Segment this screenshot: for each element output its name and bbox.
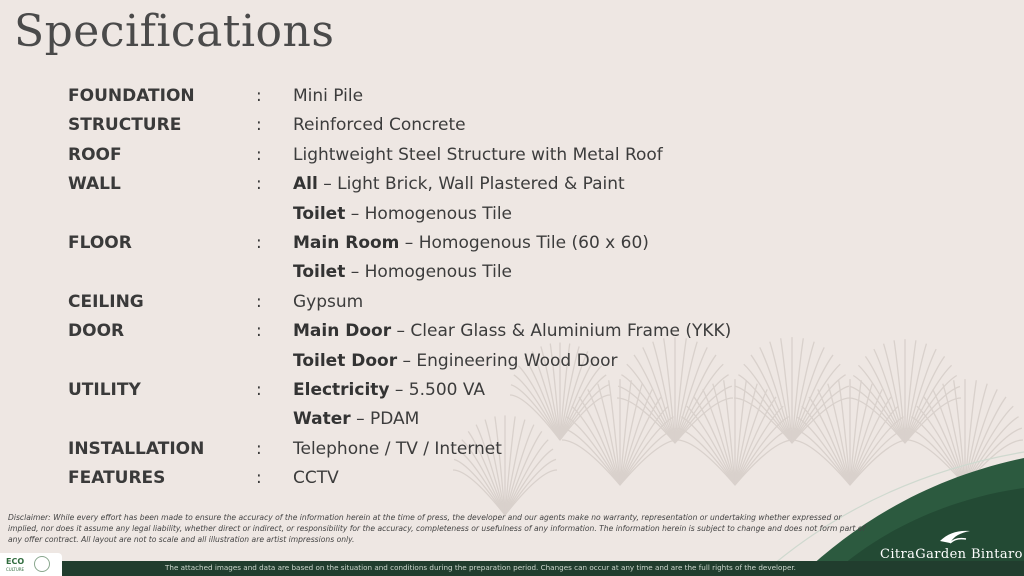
bird-logo-icon — [938, 527, 972, 547]
spec-colon: : — [256, 115, 262, 136]
spec-colon: : — [256, 438, 262, 459]
spec-colon: : — [256, 232, 262, 253]
spec-value-text: – Light Brick, Wall Plastered & Paint — [317, 174, 625, 195]
spec-colon: : — [256, 144, 262, 165]
spec-label: WALL — [68, 174, 121, 195]
spec-value-text: – Engineering Wood Door — [397, 350, 618, 371]
spec-value-text: CCTV — [293, 468, 339, 489]
brand-name: CitraGarden Bintaro — [880, 547, 1023, 562]
spec-value-emphasis: Main Room — [293, 232, 400, 253]
spec-value-text: Gypsum — [293, 291, 364, 312]
spec-value-text: – Clear Glass & Aluminium Frame (YKK) — [391, 321, 732, 342]
spec-colon: : — [256, 86, 262, 106]
eco-leaf-icon — [34, 556, 50, 572]
footer-note: The attached images and data are based on the situation and conditions during the preparation period. Changes can occur at any time and are the full rights of the developer. — [165, 563, 796, 572]
spec-colon: : — [256, 291, 262, 312]
eco-culture-badge — [0, 553, 62, 576]
spec-colon: : — [256, 174, 262, 195]
spec-value-emphasis: Water — [293, 409, 351, 430]
spec-value-emphasis: Electricity — [293, 379, 390, 400]
page-title: Specifications — [14, 6, 335, 57]
disclaimer-text: Disclaimer: While every effort has been made to ensure the accuracy of the information herein at the time of press, the developer and our agents make no warranty, representation or undertaking whether expressed or implied, nor does it assume any legal liability, whether direct or indirect, or responsibility for the accuracy, completeness or usefulness of any information. The information herein is subject to change and does not form part of any offer contract. All layout are not to scale and all illustration are artist impressions only. — [8, 513, 866, 544]
spec-label: FOUNDATION — [68, 86, 195, 106]
spec-value-emphasis: Toilet Door — [293, 350, 398, 371]
spec-value-text: Telephone / TV / Internet — [293, 438, 502, 459]
spec-value-text: Mini Pile — [293, 86, 364, 106]
spec-value-text: – PDAM — [350, 409, 420, 430]
spec-colon: : — [256, 468, 262, 489]
spec-value-emphasis: All — [293, 174, 318, 195]
spec-label: ROOF — [68, 144, 122, 165]
spec-value-text: – Homogenous Tile (60 x 60) — [399, 232, 649, 253]
spec-colon: : — [256, 321, 262, 342]
spec-value-emphasis: Toilet — [293, 203, 346, 224]
spec-label: CEILING — [68, 291, 144, 312]
eco-label: ECO — [6, 557, 25, 566]
spec-value-emphasis: Toilet — [293, 262, 346, 283]
spec-label: DOOR — [68, 321, 125, 342]
eco-sub-label: CULTURE — [6, 567, 25, 572]
spec-value-emphasis: Main Door — [293, 321, 392, 342]
spec-value-text: – Homogenous Tile — [345, 203, 513, 224]
spec-label: FLOOR — [68, 232, 132, 253]
spec-label: INSTALLATION — [68, 438, 205, 459]
spec-label: FEATURES — [68, 468, 166, 489]
spec-value-text: Reinforced Concrete — [293, 115, 466, 136]
spec-value-text: Lightweight Steel Structure with Metal Roof — [293, 144, 663, 165]
spec-colon: : — [256, 379, 262, 400]
spec-value-text: – 5.500 VA — [389, 379, 486, 400]
spec-label: STRUCTURE — [68, 115, 182, 136]
spec-label: UTILITY — [68, 379, 141, 400]
spec-value-text: – Homogenous Tile — [345, 262, 513, 283]
